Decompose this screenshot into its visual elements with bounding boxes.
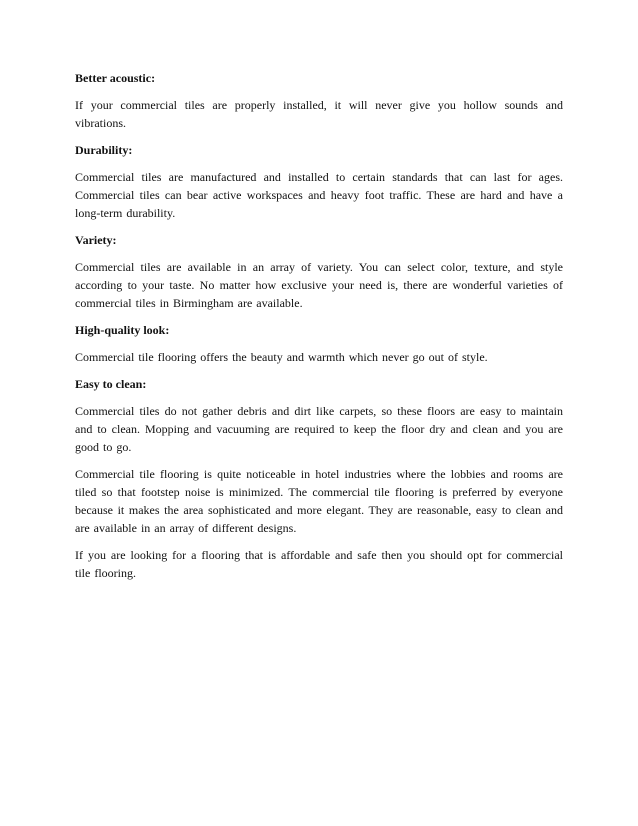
paragraph: Commercial tiles do not gather debris and dirt like carpets, so these floors are easy to maintain and to clean. Mopping and vacuuming are required to keep the floor dry and clean and you are good to go. [75,404,563,454]
paragraph: If you are looking for a flooring that is affordable and safe then you should opt for commercial tile flooring. [75,548,563,580]
document-body [75,69,563,591]
section-heading-high-quality-look: High-quality look: [75,323,170,337]
section-heading-easy-to-clean: Easy to clean: [75,377,147,391]
paragraph: Commercial tile flooring offers the beauty and warmth which never go out of style. [75,350,488,364]
section-heading-durability: Durability: [75,143,133,157]
paragraph: Commercial tiles are available in an array of variety. You can select color, texture, and style according to your taste. No matter how exclusive your need is, there are wonderful varieties of commercial tiles in Birmingham are available. [75,260,563,310]
section-heading-better-acoustic: Better acoustic: [75,71,156,85]
section-heading-variety: Variety: [75,233,117,247]
paragraph: Commercial tiles are manufactured and installed to certain standards that can last for ages. Commercial tiles can bear active workspaces and heavy foot traffic. These are hard and have a long-term durability. [75,170,563,220]
paragraph: If your commercial tiles are properly installed, it will never give you hollow sounds and vibrations. [75,98,563,130]
paragraph: Commercial tile flooring is quite noticeable in hotel industries where the lobbies and rooms are tiled so that footstep noise is minimized. The commercial tile flooring is preferred by everyone because it makes the area sophisticated and more elegant. They are reasonable, easy to clean and are available in an array of different designs. [75,467,563,535]
